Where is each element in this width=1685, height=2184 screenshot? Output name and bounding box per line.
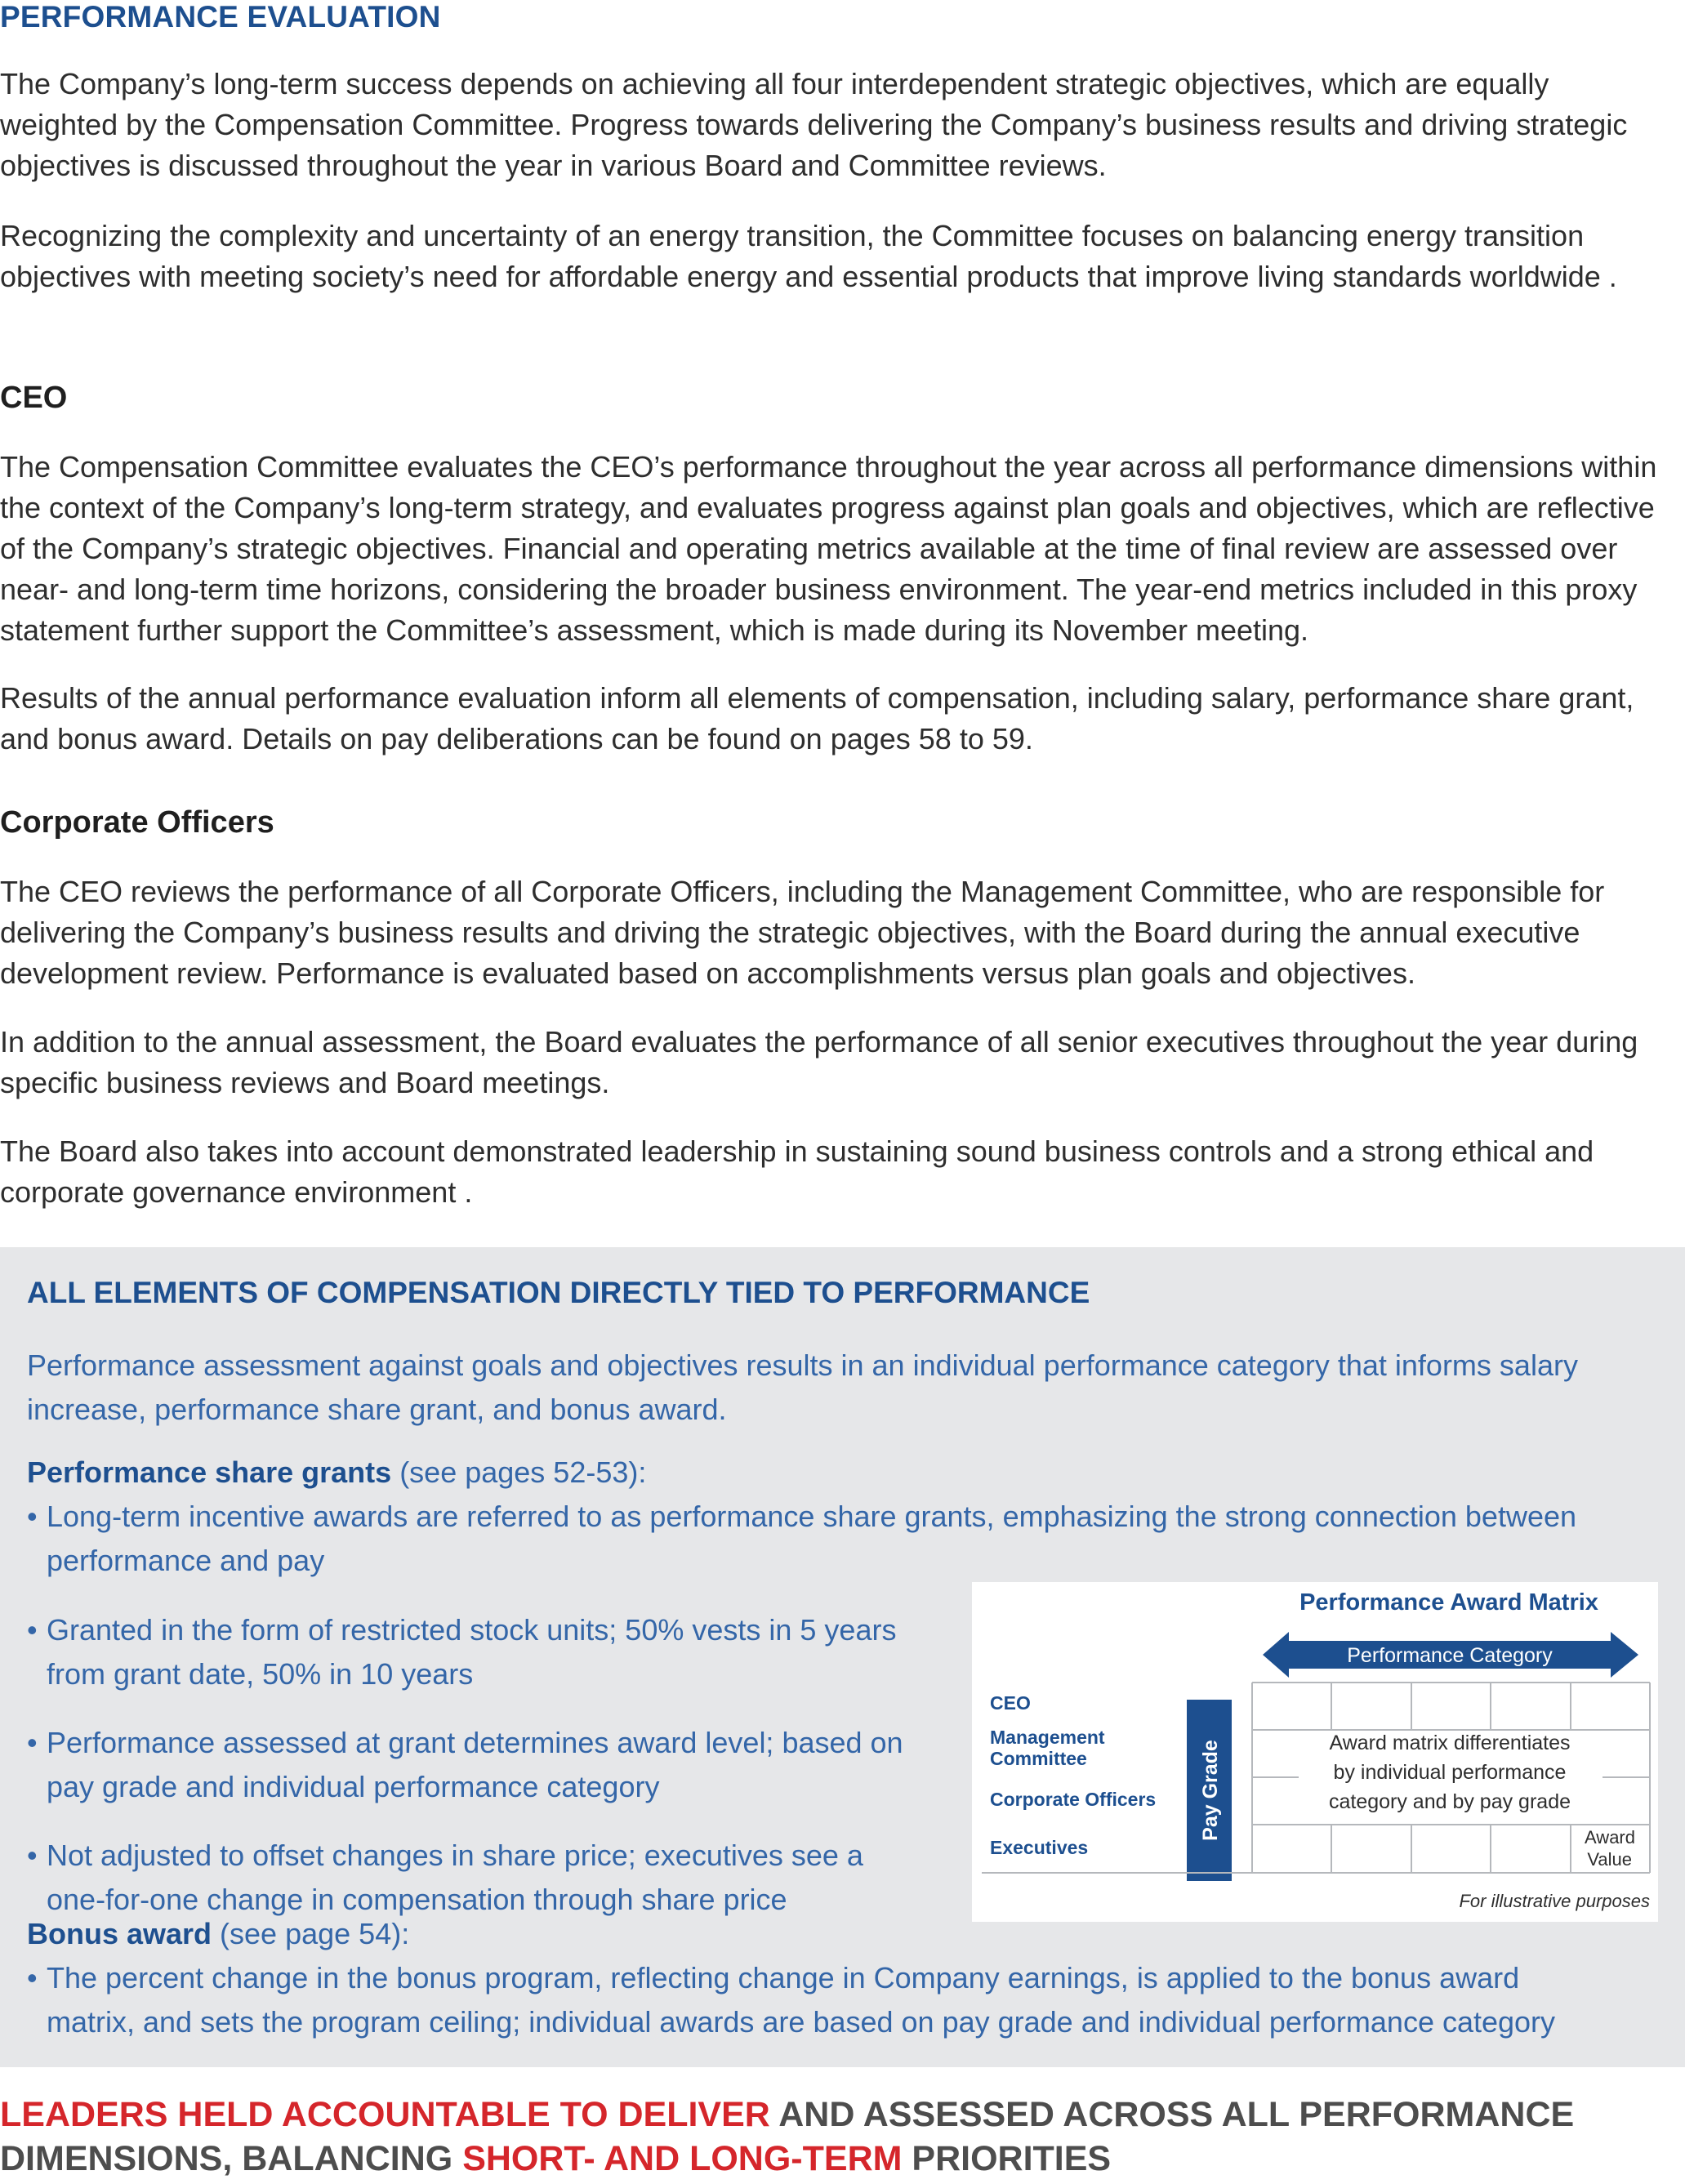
row-label-ceo: CEO [990, 1692, 1031, 1714]
psg-label: Performance share grants [27, 1455, 392, 1489]
pay-grade-label: Pay Grade [1199, 1740, 1222, 1841]
section-title: PERFORMANCE EVALUATION [0, 0, 441, 33]
matrix-center-line-3: category and by pay grade [1328, 1790, 1571, 1813]
ceo-heading: CEO [0, 381, 68, 415]
bonus-heading [27, 1917, 409, 1951]
intro-paragraph-2: Recognizing the complexity and uncertainty of an energy transition, the Committee focuses on balancing energy transition objectives with meeting society’s need for affordable energy and essential products that improve living standards worldwide . [0, 219, 1617, 293]
footer-red-1: LEADERS HELD ACCOUNTABLE TO DELIVER [0, 2095, 770, 2134]
bonus-page-ref: (see page 54): [212, 1917, 410, 1950]
intro-paragraph-1: The Company’s long-term success depends on achieving all four interdependent strategic objectives, which are equally weighted by the Compensation Committee. Progress towards delivering the Company’s business results and driving strategic objectives is discussed throughout the year in various Board and Committee reviews. [0, 67, 1628, 182]
matrix-title: Performance Award Matrix [1299, 1589, 1598, 1616]
psg-bullet-3: • Performance assessed at grant determines award level; based on pay grade and individual performance category [27, 1721, 929, 1809]
footer-red-2: SHORT- AND LONG-TERM [462, 2139, 903, 2178]
matrix-graphic [972, 1582, 1658, 1922]
bonus-label: Bonus award [27, 1917, 212, 1950]
row-label-corporate-officers: Corporate Officers [990, 1789, 1157, 1810]
matrix-center-line-1: Award matrix differentiates [1329, 1732, 1571, 1754]
management-line-1: Management [990, 1727, 1105, 1748]
psg-bullet-2: • Granted in the form of restricted stock units; 50% vests in 5 years from grant date, 50% in 10 years [27, 1608, 929, 1696]
performance-award-matrix [972, 1582, 1658, 1922]
psg-bullet-1: • Long-term incentive awards are referred to as performance share grants, emphasizing the strong connection between performance and pay [27, 1495, 1598, 1583]
matrix-center-line-2: by individual performance [1333, 1761, 1567, 1784]
psg-bullet-4: • Not adjusted to offset changes in share price; executives see a one-for-one change in compensation through share price [27, 1834, 929, 1922]
psg-heading [27, 1455, 646, 1490]
bonus-bullet-1: • The percent change in the bonus program, reflecting change in Company earnings, is applied to the bonus award matrix, and sets the program ceiling; individual awards are based on pay grade and individual performance category [27, 1956, 1598, 2044]
corporate-officers-heading: Corporate Officers [0, 805, 274, 840]
footer-gray-2: PRIORITIES [902, 2139, 1112, 2178]
footer-tagline [0, 2093, 1685, 2181]
psg-page-ref: (see pages 52-53): [391, 1455, 647, 1489]
corporate-officers-paragraph-3: The Board also takes into account demonstrated leadership in sustaining sound business controls and a strong ethical and corporate governance environment . [0, 1134, 1594, 1209]
row-label-management-committee [990, 1727, 1110, 1769]
ceo-paragraph-1: The Compensation Committee evaluates the CEO’s performance throughout the year across all performance dimensions within the context of the Company’s long-term strategy, and evaluates progress against plan goals and objectives, which are reflective of the Company’s strategic objectives. Financial and operating metrics available at the time of final review are assessed over near- and long-term time horizons, considering the broader business environment. The year-end metrics included in this proxy statement further support the Committee’s assessment, which is made during its November meeting. [0, 450, 1657, 647]
arrow-label: Performance Category [1347, 1644, 1553, 1667]
panel-title: ALL ELEMENTS OF COMPENSATION DIRECTLY TIED TO PERFORMANCE [27, 1276, 1090, 1309]
matrix-note: For illustrative purposes [1459, 1891, 1650, 1911]
corporate-officers-paragraph-1: The CEO reviews the performance of all Corporate Officers, including the Management Committee, who are responsible for delivering the Company’s business results and driving the strategic objectives, with the Board during the annual executive development review. Performance is evaluated based on accomplishments versus plan goals and objectives. [0, 875, 1605, 990]
award-value-line-1: Award [1585, 1827, 1635, 1847]
corporate-officers-paragraph-2: In addition to the annual assessment, the Board evaluates the performance of all senior executives throughout the year during specific business reviews and Board meetings. [0, 1025, 1638, 1099]
award-value-line-2: Value [1587, 1849, 1632, 1870]
ceo-paragraph-2: Results of the annual performance evaluation inform all elements of compensation, including salary, performance share grant, and bonus award. Details on pay deliberations can be found on pages 58 to 59. [0, 681, 1634, 755]
footer-gray-1: AND ASSESSED ACROSS ALL PERFORMANCE DIMENSIONS, BALANCING [0, 2095, 1575, 2178]
management-line-2: Committee [990, 1748, 1087, 1769]
panel-intro: Performance assessment against goals and objectives results in an individual performance category that informs salary increase, performance share grant, and bonus award. [27, 1348, 1578, 1426]
row-label-executives: Executives [990, 1837, 1089, 1858]
